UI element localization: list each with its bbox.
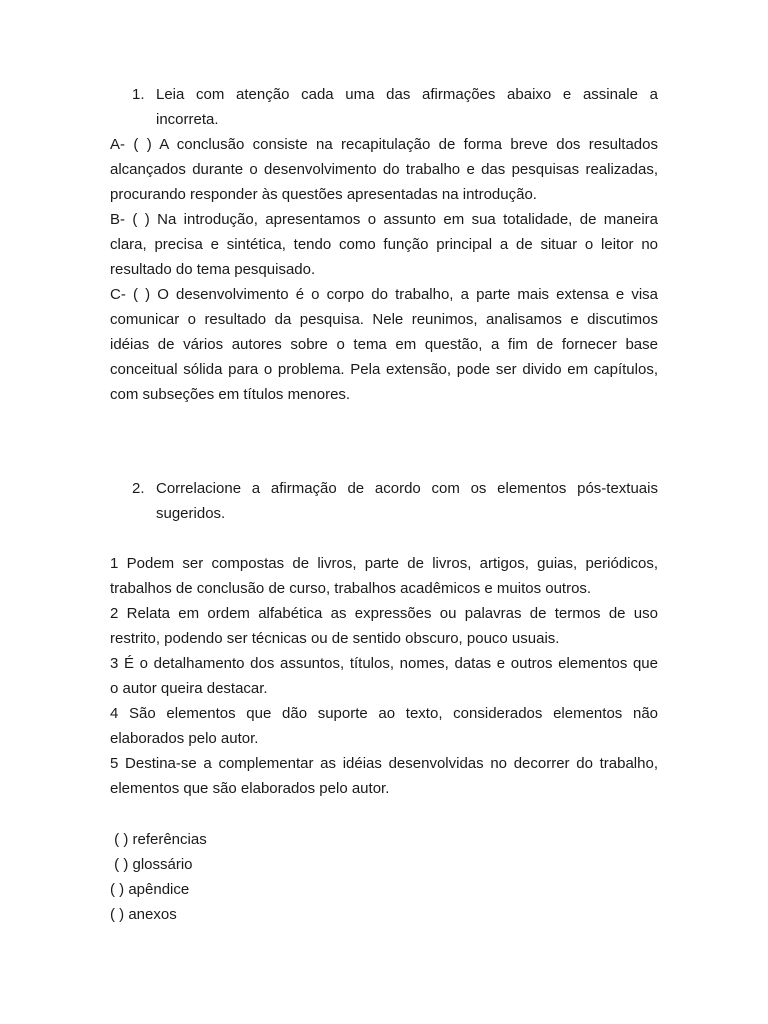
item-1-line-2: trabalhos de conclusão de curso, trabalhos acadêmicos e muitos outros. [110, 580, 592, 597]
question-1-prompt-line-1 [132, 82, 658, 107]
question-2-prompt-line-1 [132, 476, 658, 501]
answer-anexos: ( ) anexos [110, 906, 177, 923]
option-c-line-4: conceitual sólida para o problema. Pela extensão, pode ser divido em capítulos, [110, 361, 658, 378]
item-2-line-2: restrito, podendo ser técnicas ou de sentido obscuro, pouco usuais. [110, 630, 560, 647]
answer-referencias: ( ) referências [110, 831, 207, 848]
item-1-line-1: 1 Podem ser compostas de livros, parte de livros, artigos, guias, periódicos, [110, 555, 658, 572]
item-3-line-2: o autor queira destacar. [110, 680, 268, 697]
question-2-prompt-line-2: sugeridos. [156, 505, 226, 522]
answer-glossario: ( ) glossário [110, 856, 193, 873]
option-a-line-1: A- ( ) A conclusão consiste na recapitulação de forma breve dos resultados [110, 136, 658, 153]
option-c-line-3: idéias de vários autores sobre o tema em questão, a fim de fornecer base [110, 336, 658, 353]
item-3-line-1: 3 É o detalhamento dos assuntos, títulos, nomes, datas e outros elementos que [110, 655, 658, 672]
option-c-line-2: comunicar o resultado da pesquisa. Nele reunimos, analisamos e discutimos [110, 311, 658, 328]
question-2-number: 2. [132, 480, 145, 497]
option-a-line-3: procurando responder às questões apresentadas na introdução. [110, 186, 537, 203]
question-1-prompt-text: Leia com atenção cada uma das afirmações abaixo e assinale a [156, 86, 658, 103]
option-b-line-1: B- ( ) Na introdução, apresentamos o assunto em sua totalidade, de maneira [110, 211, 658, 228]
item-4-line-1: 4 São elementos que dão suporte ao texto, considerados elementos não [110, 705, 658, 722]
option-b-line-2: clara, precisa e sintética, tendo como função principal a de situar o leitor no [110, 236, 658, 253]
question-2-prompt-text: Correlacione a afirmação de acordo com os elementos pós-textuais [156, 480, 658, 497]
answer-apendice: ( ) apêndice [110, 881, 190, 898]
option-a-line-2: alcançados durante o desenvolvimento do trabalho e das pesquisas realizadas, [110, 161, 658, 178]
option-c-line-5: com subseções em títulos menores. [110, 386, 351, 403]
option-c-line-1: C- ( ) O desenvolvimento é o corpo do trabalho, a parte mais extensa e visa [110, 286, 658, 303]
item-2-line-1: 2 Relata em ordem alfabética as expressões ou palavras de termos de uso [110, 605, 658, 622]
question-1-number: 1. [132, 86, 145, 103]
option-b-line-3: resultado do tema pesquisado. [110, 261, 316, 278]
question-1-prompt-line-2: incorreta. [156, 111, 219, 128]
item-5-line-1: 5 Destina-se a complementar as idéias desenvolvidas no decorrer do trabalho, [110, 755, 658, 772]
item-5-line-2: elementos que são elaborados pelo autor. [110, 780, 390, 797]
item-4-line-2: elaborados pelo autor. [110, 730, 259, 747]
